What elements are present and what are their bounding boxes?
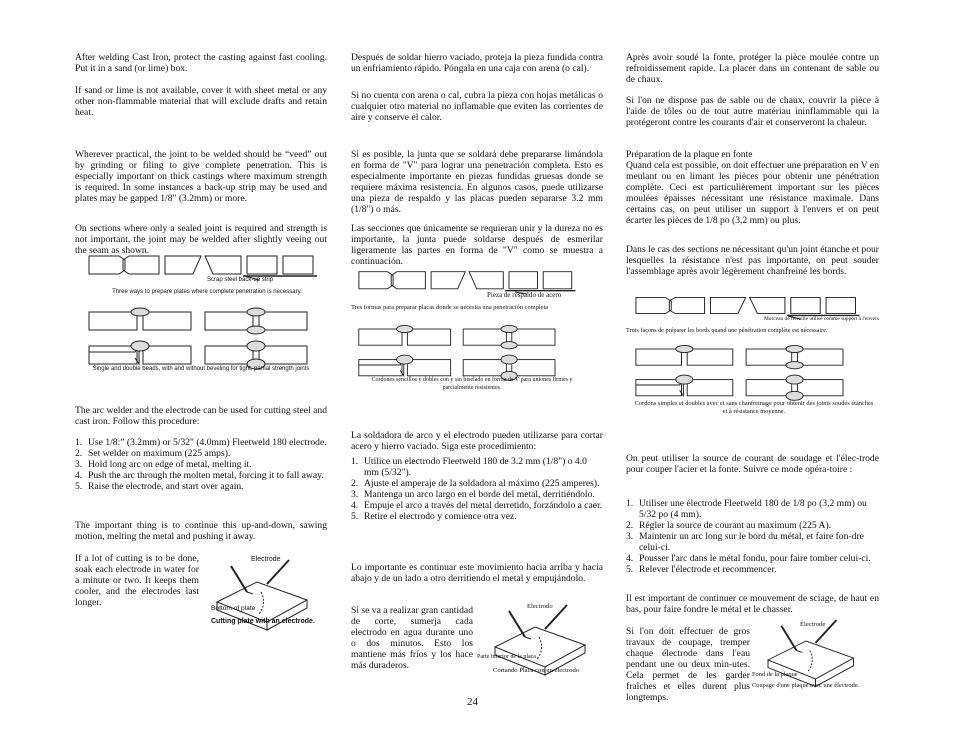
- es-ways-caption: Tres formas para preparar placas donde se necesita una penetración completa: [351, 304, 549, 311]
- list-item: 1. Utilice un electrodo Fleetweld 180 de 3.2 mm (1/8") o 4.0 mm (5/32").: [351, 456, 587, 478]
- fr-steps-list: [626, 498, 879, 575]
- column-spanish: [351, 0, 603, 742]
- en-plate-prep-diagram: [87, 250, 327, 290]
- en-cutting-figure: [209, 556, 327, 636]
- fr-cutting-figure: [752, 620, 879, 696]
- es-electrode-label: Electrodo: [527, 603, 553, 610]
- fr-para-7: Si l'on doit effectuer de gros travaux de coupage, tremper chaque électrode dans l'eau pendant une ou deux min-utes. Cela permet de les garder fraîches et elles durent plus longtemps.: [626, 626, 750, 703]
- fr-figure-joints: [626, 292, 879, 417]
- list-item: 5. Retire el electrodo y comience otra vez.: [351, 511, 517, 522]
- en-ways-caption: Three ways to prepare plates where complete penetration is necessary.: [112, 289, 302, 295]
- en-para-4: On sections where only a sealed joint is required and strength is not important, the joint may be welded after slightly veeing out the seam as shown.: [75, 223, 327, 256]
- en-para-6: The important thing is to continue this up-and-down, sawing motion, melting the metal and pushing it away.: [75, 520, 327, 542]
- fr-para-2: Si l'on ne dispose pas de sable ou de chaux, couvrir la pièce à l'aide de tôles ou de tout autre matériau ininflammable qui la protégeront contre les courants d'air et conserveront la chaleur.: [626, 95, 879, 128]
- en-figure-joints: [87, 250, 327, 375]
- column-english: [75, 0, 327, 742]
- es-para-6: Lo importante es continuar este movimiento hacia arriba y hacia abajo y de un lado a otro derritiendo el metal y empujándolo.: [351, 562, 603, 584]
- es-para-1: Después de soldar hierro vaciado, proteja la pieza fundida contra un enfriamiento rápido. Póngala en una caja con arena (o cal).: [351, 52, 603, 74]
- fr-beads-caption: Cordons simples et doubles avec et sans chanfreinage pour obtenir des joints soudés étanches et à résistance moyenne.: [634, 400, 874, 415]
- es-para-5: La soldadora de arco y el electrodo pueden utilizarse para cortar acero y hierro vaciado. Siga este procedimiento:: [351, 430, 603, 452]
- fr-para-5: On peut utiliser la source de courant de soudage et l'élec-trode pour couper l'acier et la fonte. Suivre ce mode opéra-toire :: [626, 453, 879, 475]
- en-beads-caption: Single and double beads, with and without beveling for tight, partial strength joints: [92, 366, 310, 372]
- fr-para-1: Après avoir soudé la fonte, protéger la pièce moulée contre un refroidissement rapide. La placer dans un contenant de sable ou de chaux.: [626, 52, 879, 85]
- list-item: 3. Maintenir un arc long sur le bord du métal, et faire fon-dre celui-ci.: [626, 531, 864, 553]
- list-item: 4. Push the arc through the molten metal, forcing it to fall away.: [75, 470, 324, 481]
- es-beads-caption: Cordones sencillos y dobles con y sin biselado en forma de V para uniones firmes y parcialmente resistentes.: [371, 377, 573, 391]
- list-item: 1. Utiliser une électrode Fleetweld 180 de 1/8 po (3,2 mm) ou 5/32 po (4 mm).: [626, 498, 867, 520]
- list-item: 4. Pousser l'arc dans le métal fondu, pour faire tomber celui-ci.: [626, 553, 871, 564]
- fr-para-3-heading: Préparation de la plaque en fonte: [626, 149, 753, 160]
- en-steps-list: [75, 437, 327, 492]
- en-bottom-label: Bottom of plate: [211, 605, 256, 612]
- es-bottom-label: Parte inferior de la placa: [477, 654, 536, 660]
- es-para-4: Las secciones que únicamente se requieran unir y la dureza no es importante, la junta puede soldarse después de esmerilar ligeramente las partes en forma de "V" como se muestra a continuación.: [351, 223, 603, 267]
- list-item: 2. Set welder on maximum (225 amps).: [75, 448, 231, 459]
- list-item: 3. Hold long arc on edge of metal, melting it.: [75, 459, 252, 470]
- es-para-2: Si no cuenta con arena o cal, cubra la pieza con hojas metálicas o cualquier otro material no inflamable que eviten las corrientes de aire y conserve el calor.: [351, 90, 603, 123]
- en-electrode-label: Electrode: [251, 556, 281, 563]
- fr-para-6: Il est important de continuer ce mouvement de sciage, de haut en bas, pour faire fondre le métal et le chasser.: [626, 593, 879, 615]
- en-beads-diagram: [87, 302, 327, 372]
- fr-cutting-caption: Coupage d'une plaque avec une électrode.: [752, 682, 860, 689]
- es-plate-prep-diagram: [357, 266, 597, 306]
- fr-backup-label: Morceau de ferraille utilisé comme support à l'envers: [764, 316, 879, 322]
- es-figure-joints: [351, 266, 597, 401]
- page-number: 24: [467, 696, 478, 708]
- en-cutting-caption: Cutting plate with an electrode.: [211, 618, 315, 625]
- es-cutting-figure: [477, 603, 605, 683]
- en-para-1: After welding Cast Iron, protect the casting against fast cooling. Put it in a sand (or lime) box.: [75, 52, 327, 74]
- fr-ways-caption: Trois façons de préparer les bords quand une pénétration complète est nécessaire.: [626, 327, 828, 334]
- list-item: 2. Régler la source de courant au maximum (225 A).: [626, 520, 832, 531]
- list-item: 4. Empuje el arco a través del metal derretido, forzándolo a caer.: [351, 500, 603, 511]
- en-para-3: Wherever practical, the joint to be welded should be “veed” out by grinding or filing to give complete penetration. This is especially important on thick castings where maximum strength is required. In some instances a back-up strip may be used and plates may be gapped 1/8" (3.2mm) or more.: [75, 149, 327, 204]
- fr-para-3: Quand cela est possible, on doit effectuer une préparation en V en meulant ou en limant les pièces pour obtenir une pénétration complète. Ceci est particulièrement important sur les pièces moulées épaisses nécessitant une résistance maximale. Dans certains cas, on peut utiliser un support à l'envers et on peut écarter les pièces de 1/8 po (3,2 mm) ou plus.: [626, 160, 879, 226]
- list-item: 1. Use 1/8:” (3.2mm) or 5/32" (4.0mm) Fleetweld 180 electrode.: [75, 437, 327, 448]
- list-item: 5. Relever l'électrode et recommencer.: [626, 564, 777, 575]
- en-para-2: If sand or lime is not available, cover it with sheet metal or any other non-flammable material that will exclude drafts and retain heat.: [75, 85, 327, 118]
- fr-electrode-label: Électrode: [800, 621, 826, 628]
- es-para-7: Si se va a realizar gran cantidad de corte, sumerja cada electrodo en agua durante uno o dos minutos. Esto los mantiene más fríos y los hace más duraderos.: [351, 605, 473, 671]
- en-para-7: If a lot of cutting is to be done, soak each electrode in water for a minute or two. It keeps them cooler, and the electrodes last longer.: [75, 553, 199, 608]
- es-steps-list: [351, 456, 603, 522]
- en-backup-label: Scrap steel back-up strip: [207, 277, 274, 283]
- es-backup-label: Pieza de respaldo de acero: [487, 291, 562, 299]
- en-cutting-diagram: [209, 556, 327, 626]
- fr-bottom-label: Fond de la plaque: [752, 671, 798, 678]
- column-french: [626, 0, 879, 742]
- es-cutting-caption: Cortando Placa con un electrodo: [493, 667, 580, 674]
- en-para-5: The arc welder and the electrode can be used for cutting steel and cast iron. Follow this procedure:: [75, 405, 327, 427]
- fr-para-4: Dans le cas des sections ne nécessitant qu'un joint étanche et pour lesquelles la résistance n'est pas importante, on peut souder l'assemblage après avoir légèrement chanfreiné les bords.: [626, 244, 879, 277]
- es-para-3: Si es posible, la junta que se soldará debe prepararse limándola en forma de "V" para lograr una penetración completa. Esto es especialmente importante en piezas fundidas gruesas donde se requiere máxima resistencia. En algunos casos, puede utilizarse una pieza de respaldo y las placas pueden separarse 3.2 mm (1/8") o más.: [351, 149, 603, 215]
- list-item: 5. Raise the electrode, and start over again.: [75, 481, 244, 492]
- list-item: 3. Mantenga un arco largo en el borde del metal, derritiéndolo.: [351, 489, 595, 500]
- list-item: 2. Ajuste el amperaje de la soldadora al máximo (225 amperes).: [351, 478, 600, 489]
